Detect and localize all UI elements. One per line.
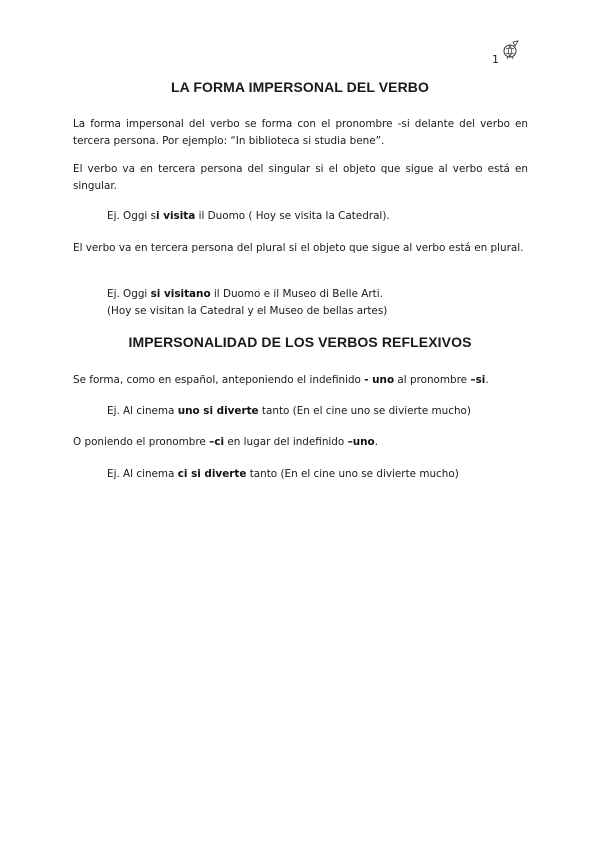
example-text: Ej. Oggi s <box>107 210 157 222</box>
example-text: Ej. Al cinema <box>107 468 178 480</box>
page-number: 1 <box>492 53 499 66</box>
paragraph-text: en lugar del indefinido <box>224 436 348 448</box>
section-title-verbos-reflexivos: IMPERSONALIDAD DE LOS VERBOS REFLEXIVOS <box>128 334 472 350</box>
example-text: il Duomo ( Hoy se visita la Catedral). <box>195 210 390 222</box>
paragraph-ci <box>73 434 528 451</box>
paragraph-text: al pronombre <box>394 374 471 386</box>
paragraph-singular: El verbo va en tercera persona del singular si el objeto que sigue al verbo está en singular. <box>73 163 528 192</box>
paragraph-bold: –si <box>470 374 486 386</box>
example-text: tanto (En el cine uno se divierte mucho) <box>258 405 471 417</box>
example-bold: uno si diverte <box>177 405 259 417</box>
paragraph-text: O poniendo el pronombre <box>73 436 210 448</box>
example-text: Ej. Al cinema <box>107 405 178 417</box>
globe-quill-icon <box>502 40 520 60</box>
paragraph-uno <box>73 372 528 389</box>
example-bold: ci si diverte <box>177 468 247 480</box>
paragraph-text: . <box>374 436 379 448</box>
example-singular <box>107 208 390 225</box>
paragraph-text: Se forma, como en español, anteponiendo el indefinido <box>73 374 365 386</box>
example-text: il Duomo e il Museo di Belle Arti. <box>210 288 383 300</box>
example-ci <box>107 466 459 483</box>
example-bold: si visitano <box>150 288 211 300</box>
example-text: Ej. Oggi <box>107 288 151 300</box>
paragraph-bold: –ci <box>209 436 225 448</box>
paragraph-bold: - uno <box>364 374 395 386</box>
example-text: tanto (En el cine uno se divierte mucho) <box>246 468 459 480</box>
paragraph-bold: –uno <box>347 436 375 448</box>
paragraph-plural: El verbo va en tercera persona del plural si el objeto que sigue al verbo está en plural. <box>73 242 524 254</box>
section-title-forma-impersonal: LA FORMA IMPERSONAL DEL VERBO <box>170 79 430 95</box>
example-bold: i visita <box>156 210 196 222</box>
example-plural <box>107 286 387 320</box>
paragraph-intro: La forma impersonal del verbo se forma con el pronombre -si delante del verbo en tercera persona. Por ejemplo: “In biblioteca si studia bene”. <box>73 118 528 147</box>
example-uno <box>107 403 471 420</box>
example-translation: (Hoy se visitan la Catedral y el Museo de bellas artes) <box>107 305 388 317</box>
paragraph-text: . <box>485 374 489 386</box>
example-line <box>107 286 387 303</box>
